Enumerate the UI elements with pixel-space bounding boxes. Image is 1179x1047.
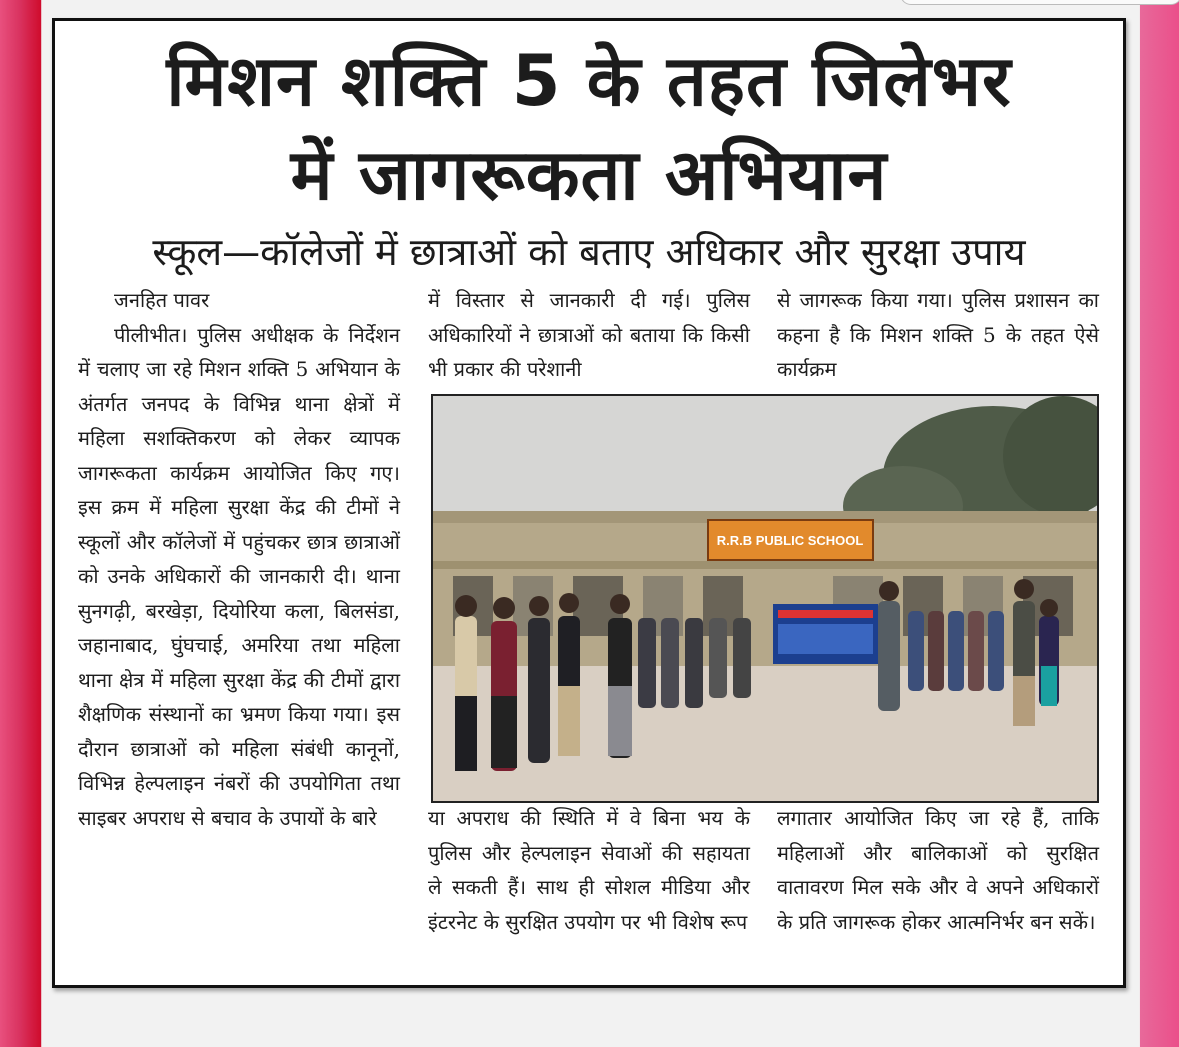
byline: जनहित पावर [114, 288, 210, 312]
school-group-photo [433, 396, 1097, 801]
article-column-2-bottom [428, 801, 750, 939]
article-column-2-top [428, 283, 750, 387]
column-1-text: पीलीभीत। पुलिस अधीक्षक के निर्देशन में चलाए जा रहे मिशन शक्ति 5 अभियान के अंतर्गत जनपद के विभिन्न थाना क्षेत्रों में महिला सशक्तिकरण को लेकर व्यापक जागरूकता कार्यक्रम आयोजित किए गए। इस क्रम में महिला सुरक्षा केंद्र की टीमों ने स्कूलों और कॉलेजों में पहुंचकर छात्र छात्राओं को उनके अधिकारों की जानकारी दी। थाना सुनगढ़ी, बरखेड़ा, दियोरिया कला, बिलसंडा, जहानाबाद, घुंघचाई, अमरिया तथा महिला थाना क्षेत्र में महिला सुरक्षा केंद्र की टीमों द्वारा शैक्षणिक संस्थानों का भ्रमण किया गया। इस दौरान छात्राओं को महिला संबंधी कानूनों, विभिन्न हेल्पलाइन नंबरों की उपयोगिता तथा साइबर अपराध से बचाव के उपायों के बारे [78, 322, 400, 830]
article-column-3-top [777, 283, 1099, 387]
column-2-bottom-text: या अपराध की स्थिति में वे बिना भय के पुलिस और हेल्पलाइन सेवाओं की सहायता ले सकती हैं। साथ ही सोशल मीडिया और इंटरनेट के सुरक्षित उपयोग पर भी विशेष रूप [428, 806, 750, 934]
column-3-top-text: से जागरूक किया गया। पुलिस प्रशासन का कहना है कि मिशन शक्ति 5 के तहत ऐसे कार्यक्रम [777, 288, 1099, 381]
column-2-top-text: में विस्तार से जानकारी दी गई। पुलिस अधिकारियों ने छात्राओं को बताया कि किसी भी प्रकार की परेशानी [428, 288, 750, 381]
school-sign-text: R.R.B PUBLIC SCHOOL [716, 533, 864, 548]
column-3-bottom-text: लगातार आयोजित किए जा रहे हैं, ताकि महिलाओं और बालिकाओं को सुरक्षित वातावरण मिल सके और वे अपने अधिकारों के प्रति जागरूक होकर आत्मनिर्भर बन सकें। [777, 806, 1099, 934]
subheadline: स्कूल—कॉलेजों में छात्राओं को बताए अधिकार और सुरक्षा उपाय [152, 230, 1026, 274]
article-column-3-bottom [777, 801, 1099, 939]
news-photo [431, 394, 1099, 803]
newspaper-clipping [52, 18, 1126, 988]
headline-line-2: में जागरूकता अभियान [290, 134, 888, 216]
bottom-edge-decoration [880, 1038, 1120, 1047]
article-column-1 [78, 283, 400, 835]
headline-line-1: मिशन शक्ति 5 के तहत जिलेभर [166, 40, 1012, 122]
top-frame-decoration [900, 0, 1179, 5]
